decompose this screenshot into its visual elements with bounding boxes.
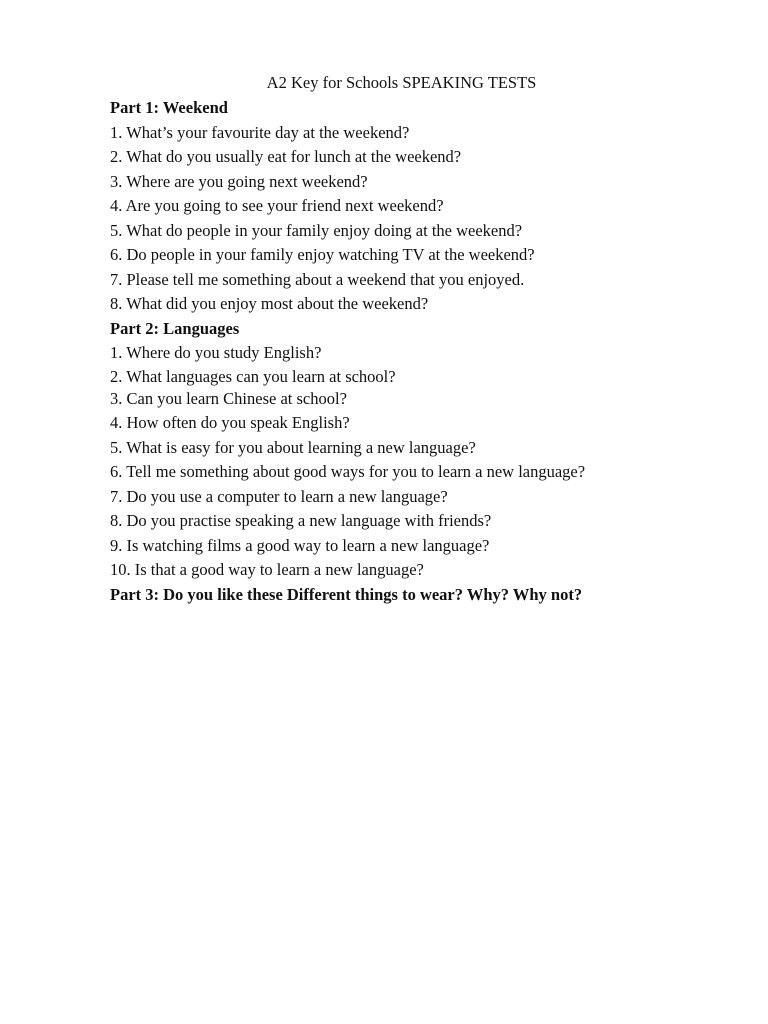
question-item: 2. What do you usually eat for lunch at the weekend?: [110, 147, 462, 166]
question-item: 9. Is watching films a good way to learn a new language?: [110, 535, 490, 555]
section-heading-part-1: Part 1: Weekend: [110, 98, 228, 117]
question-list-part-2: [110, 341, 710, 583]
section-heading-part-2: Part 2: Languages: [110, 318, 240, 338]
question-item: 6. Do people in your family enjoy watching TV at the weekend?: [110, 245, 535, 264]
question-item: 3. Where are you going next weekend?: [110, 171, 368, 191]
question-item: 3. Can you learn Chinese at school?: [110, 388, 347, 408]
question-item: 5. What is easy for you about learning a new language?: [110, 437, 476, 457]
question-item: 7. Please tell me something about a weekend that you enjoyed.: [110, 269, 525, 289]
question-item: 7. Do you use a computer to learn a new language?: [110, 486, 448, 506]
question-item: 10. Is that a good way to learn a new language?: [110, 560, 424, 579]
question-item: 4. How often do you speak English?: [110, 413, 350, 432]
question-item: 8. Do you practise speaking a new language with friends?: [110, 511, 492, 530]
document-content: [110, 70, 710, 607]
section-heading-part-3: Part 3: Do you like these Different things to wear? Why? Why not?: [110, 584, 583, 604]
question-item: 2. What languages can you learn at school?: [110, 366, 396, 386]
question-item: 1. What’s your favourite day at the weekend?: [110, 122, 410, 142]
document-title: A2 Key for Schools SPEAKING TESTS: [266, 73, 537, 92]
question-item: 8. What did you enjoy most about the weekend?: [110, 294, 429, 313]
question-item: 6. Tell me something about good ways for you to learn a new language?: [110, 462, 586, 481]
question-item: 1. Where do you study English?: [110, 343, 322, 362]
question-item: 4. Are you going to see your friend next weekend?: [110, 196, 444, 215]
question-list-part-1: [110, 121, 710, 317]
question-item: 5. What do people in your family enjoy doing at the weekend?: [110, 220, 523, 240]
